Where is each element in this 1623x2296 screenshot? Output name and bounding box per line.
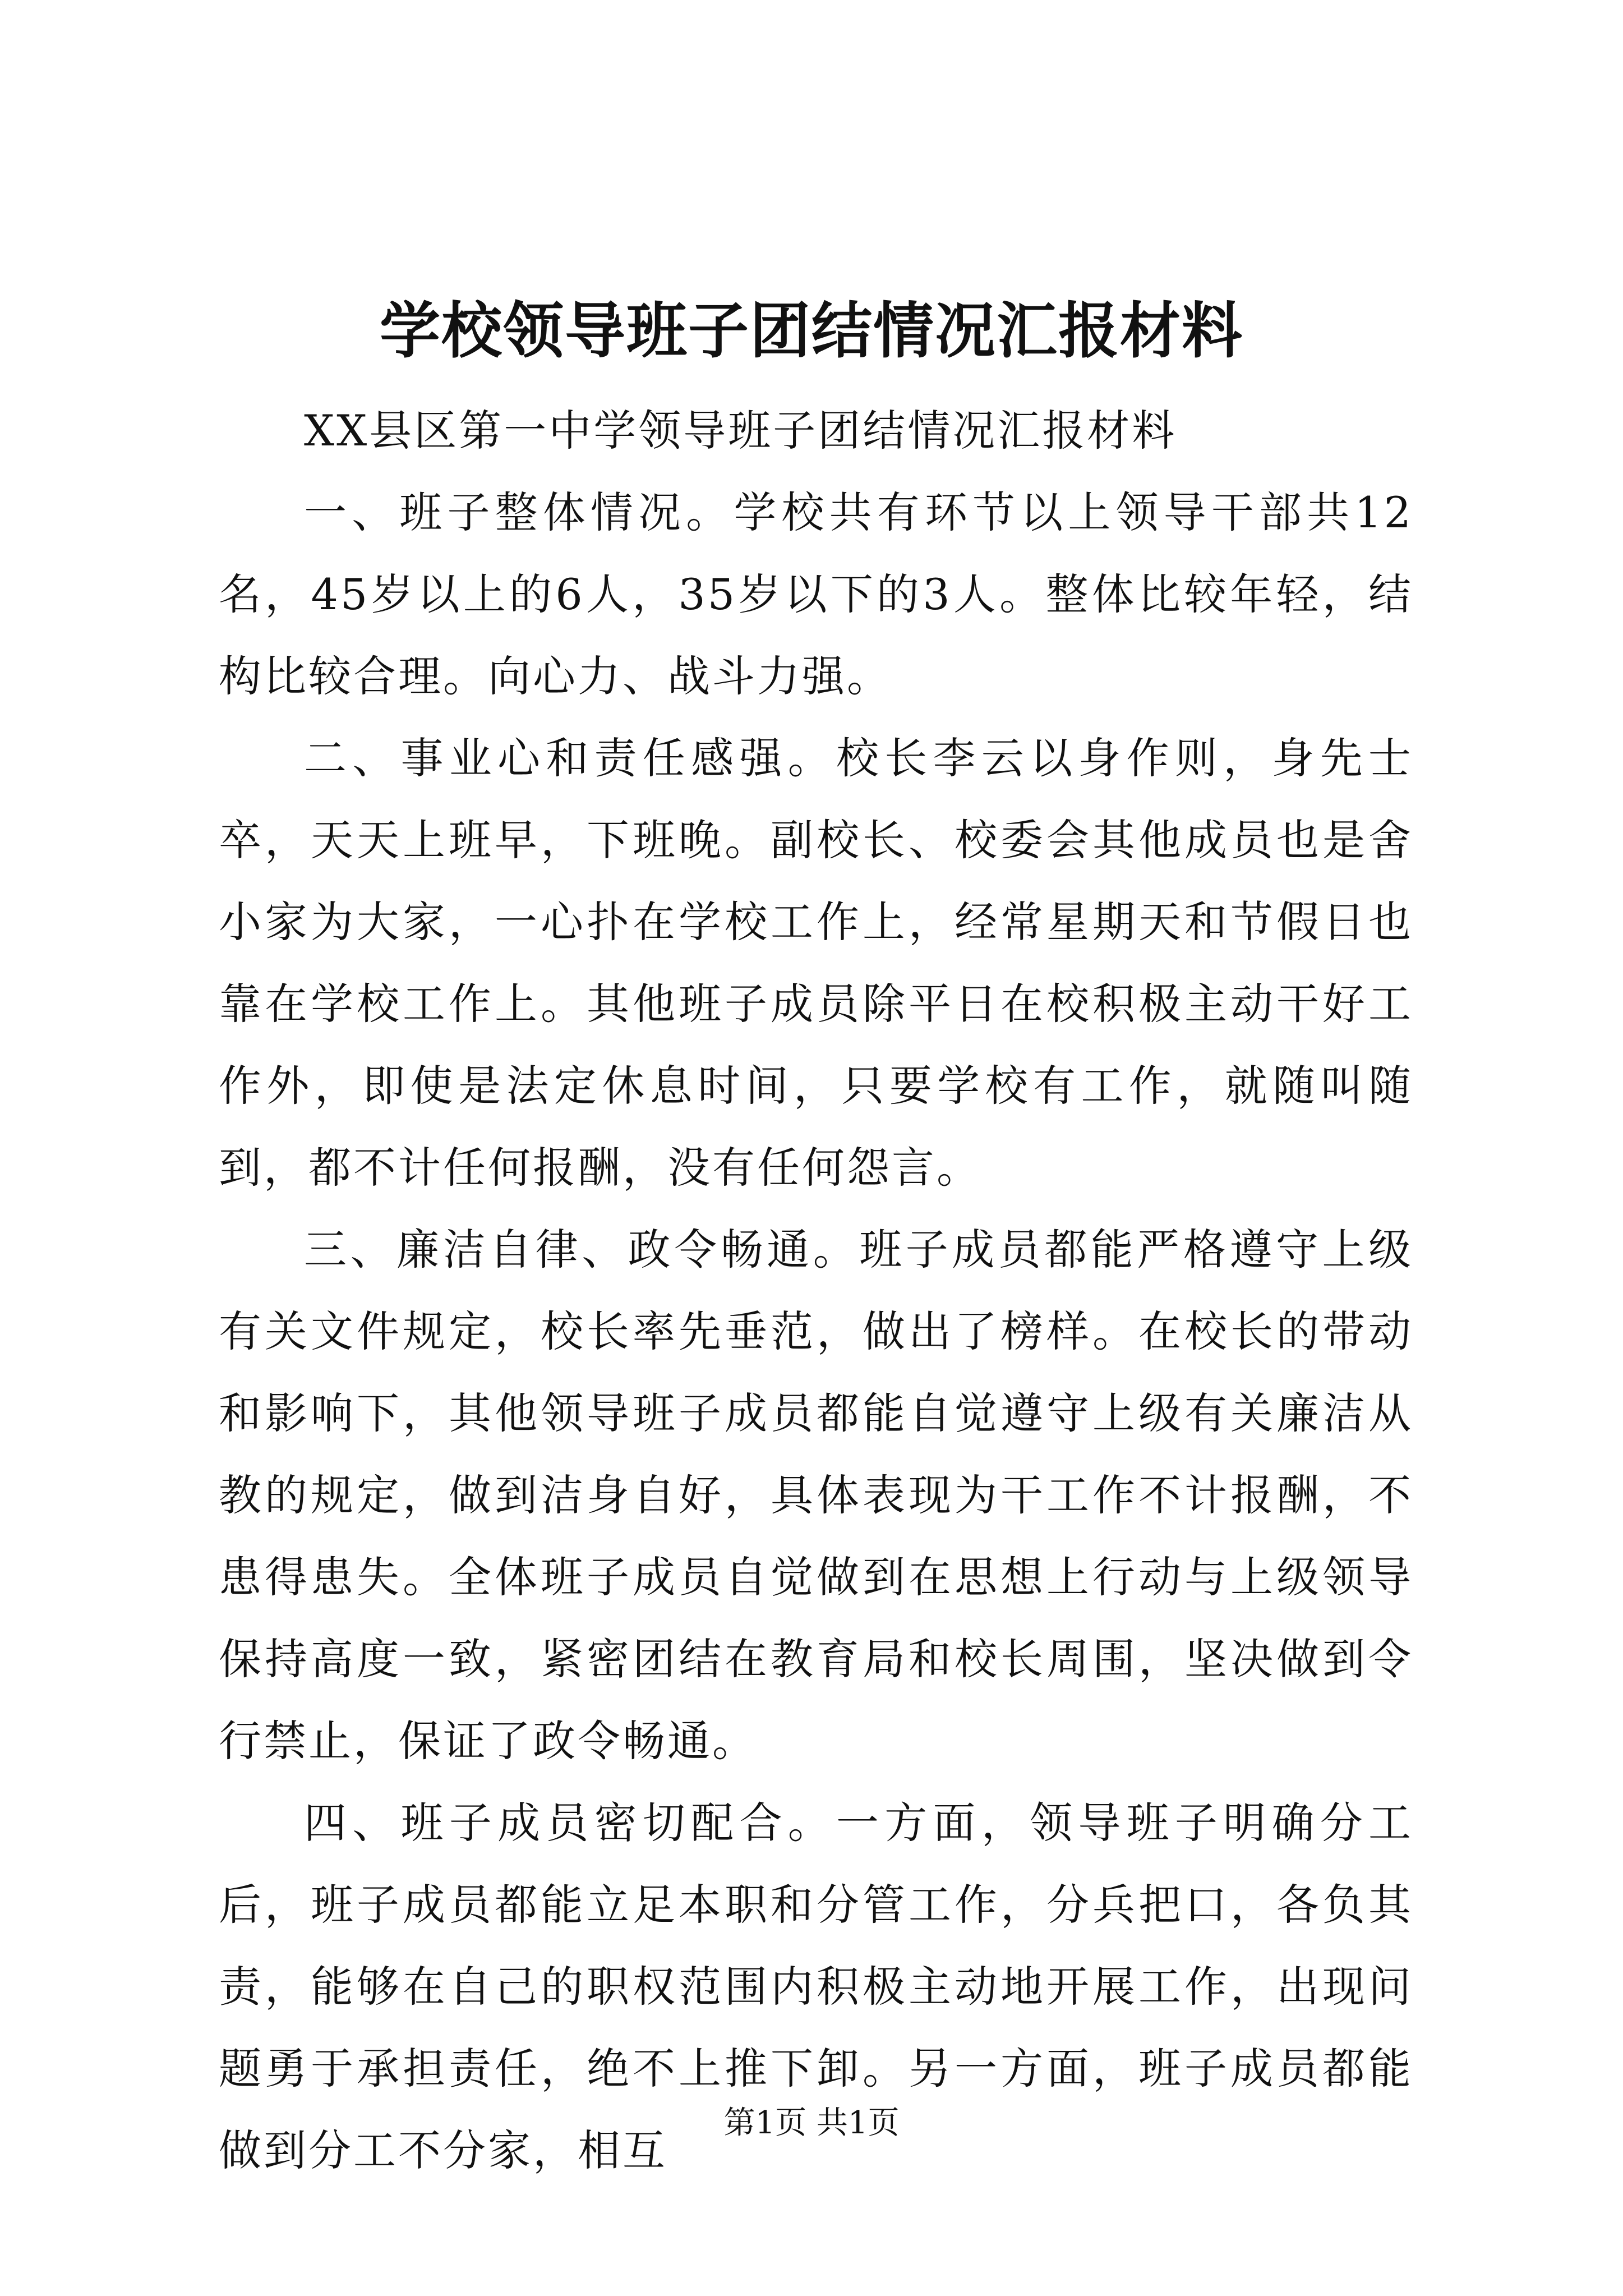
page-footer: 第1页 共1页 [723, 2105, 900, 2141]
paragraph-section-2: 二、事业心和责任感强。校长李云以身作则，身先士卒，天天上班早，下班晚。副校长、校委会其他成员也是舍小家为大家，一心扑在学校工作上，经常星期天和节假日也靠在学校工作上。其他班子成员除平日在校积极主动干好工作外，即使是法定休息时间，只要学校有工作，就随叫随到，都不计任何报酬，没有任何怨言。 [219, 733, 1413, 1193]
document-title: 学校领导班子团结情况汇报材料 [379, 296, 1243, 366]
document-body [219, 390, 1413, 2192]
paragraph-subtitle: XX县区第一中学领导班子团结情况汇报材料 [304, 406, 1177, 455]
paragraph-section-3: 三、廉洁自律、政令畅通。班子成员都能严格遵守上级有关文件规定，校长率先垂范，做出了榜样。在校长的带动和影响下，其他领导班子成员都能自觉遵守上级有关廉洁从教的规定，做到洁身自好，具体表现为干工作不计报酬，不患得患失。全体班子成员自觉做到在思想上行动与上级领导保持高度一致，紧密团结在教育局和校长周围，坚决做到令行禁止，保证了政令畅通。 [219, 1225, 1413, 1766]
paragraph-section-4: 四、班子成员密切配合。一方面，领导班子明确分工后，班子成员都能立足本职和分管工作，分兵把口，各负其责，能够在自己的职权范围内积极主动地开展工作，出现问题勇于承担责任，绝不上推下卸。另一方面，班子成员都能做到分工不分家，相互 [219, 1798, 1413, 2175]
paragraph-section-1: 一、班子整体情况。学校共有环节以上领导干部共12名，45岁以上的6人，35岁以下的3人。整体比较年轻，结构比较合理。向心力、战斗力强。 [219, 487, 1413, 701]
